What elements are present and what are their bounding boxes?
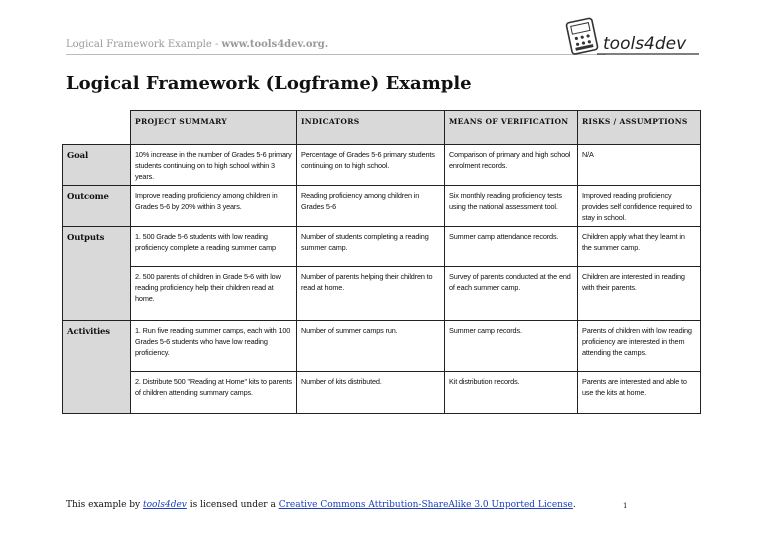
table-cell: Children are interested in reading with their parents. bbox=[578, 267, 701, 321]
tools4dev-link[interactable]: tools4dev bbox=[143, 500, 187, 510]
row-label: Goal bbox=[63, 145, 131, 186]
logframe-table bbox=[62, 110, 701, 414]
row-label: Outputs bbox=[63, 227, 131, 321]
table-cell: Number of students completing a reading summer camp. bbox=[297, 227, 445, 267]
table-cell: 1. 500 Grade 5-6 students with low reading proficiency complete a reading summer camp bbox=[131, 227, 297, 267]
table-cell: 2. 500 parents of children in Grade 5-6 with low reading proficiency help their children read at home. bbox=[131, 267, 297, 321]
page-title: Logical Framework (Logframe) Example bbox=[66, 73, 472, 94]
logo-icon bbox=[563, 14, 703, 58]
tools4dev-logo bbox=[563, 14, 703, 58]
table-cell: Improved reading proficiency provides self confidence required to stay in school. bbox=[578, 186, 701, 227]
svg-text:tools4dev: tools4dev bbox=[603, 34, 687, 54]
table-cell: Kit distribution records. bbox=[445, 372, 578, 414]
table-cell: Number of summer camps run. bbox=[297, 321, 445, 372]
column-header: PROJECT SUMMARY bbox=[131, 111, 297, 145]
table-cell: N/A bbox=[578, 145, 701, 186]
license-link[interactable]: Creative Commons Attribution-ShareAlike 3.0 Unported License bbox=[278, 500, 573, 510]
table-cell: Percentage of Grades 5-6 primary students continuing on to high school. bbox=[297, 145, 445, 186]
footer-middle: is licensed under a bbox=[189, 500, 276, 510]
table-cell: 1. Run five reading summer camps, each with 100 Grades 5-6 students who have low reading proficiency. bbox=[131, 321, 297, 372]
row-label: Outcome bbox=[63, 186, 131, 227]
corner-cell bbox=[63, 111, 131, 145]
table-cell: Parents are interested and able to use the kits at home. bbox=[578, 372, 701, 414]
header-text: Logical Framework Example - bbox=[66, 39, 219, 50]
table-row-output-1 bbox=[63, 227, 701, 267]
table-cell: Children apply what they learnt in the summer camp. bbox=[578, 227, 701, 267]
footer-prefix: This example by bbox=[66, 500, 141, 510]
table-cell: Survey of parents conducted at the end of each summer camp. bbox=[445, 267, 578, 321]
column-header: RISKS / ASSUMPTIONS bbox=[578, 111, 701, 145]
table-cell: Parents of children with low reading proficiency are interested in them attending the camps. bbox=[578, 321, 701, 372]
table-cell: Improve reading proficiency among children in Grades 5-6 by 20% within 3 years. bbox=[131, 186, 297, 227]
header-url[interactable]: www.tools4dev.org. bbox=[221, 39, 329, 50]
table-row-outcome bbox=[63, 186, 701, 227]
row-label: Activities bbox=[63, 321, 131, 414]
table-cell: Comparison of primary and high school enrolment records. bbox=[445, 145, 578, 186]
table-row-output-2 bbox=[63, 267, 701, 321]
table-row-goal bbox=[63, 145, 701, 186]
table-row-activity-1 bbox=[63, 321, 701, 372]
license-footer bbox=[66, 500, 576, 510]
page-number: 1 bbox=[623, 502, 628, 510]
table-cell: Number of parents helping their children to read at home. bbox=[297, 267, 445, 321]
table-cell: Reading proficiency among children in Grades 5-6 bbox=[297, 186, 445, 227]
table-cell: Number of kits distributed. bbox=[297, 372, 445, 414]
column-header: MEANS OF VERIFICATION bbox=[445, 111, 578, 145]
running-header bbox=[66, 39, 328, 50]
column-header: INDICATORS bbox=[297, 111, 445, 145]
table-cell: 2. Distribute 500 "Reading at Home" kits to parents of children attending summary camps. bbox=[131, 372, 297, 414]
table-cell: 10% increase in the number of Grades 5-6 primary students continuing on to high school within 3 years. bbox=[131, 145, 297, 186]
table-cell: Six monthly reading proficiency tests using the national assessment tool. bbox=[445, 186, 578, 227]
table-cell: Summer camp attendance records. bbox=[445, 227, 578, 267]
table-row-activity-2 bbox=[63, 372, 701, 414]
table-cell: Summer camp records. bbox=[445, 321, 578, 372]
header-divider bbox=[66, 54, 606, 55]
table-header-row bbox=[63, 111, 701, 145]
footer-suffix: . bbox=[572, 500, 576, 510]
